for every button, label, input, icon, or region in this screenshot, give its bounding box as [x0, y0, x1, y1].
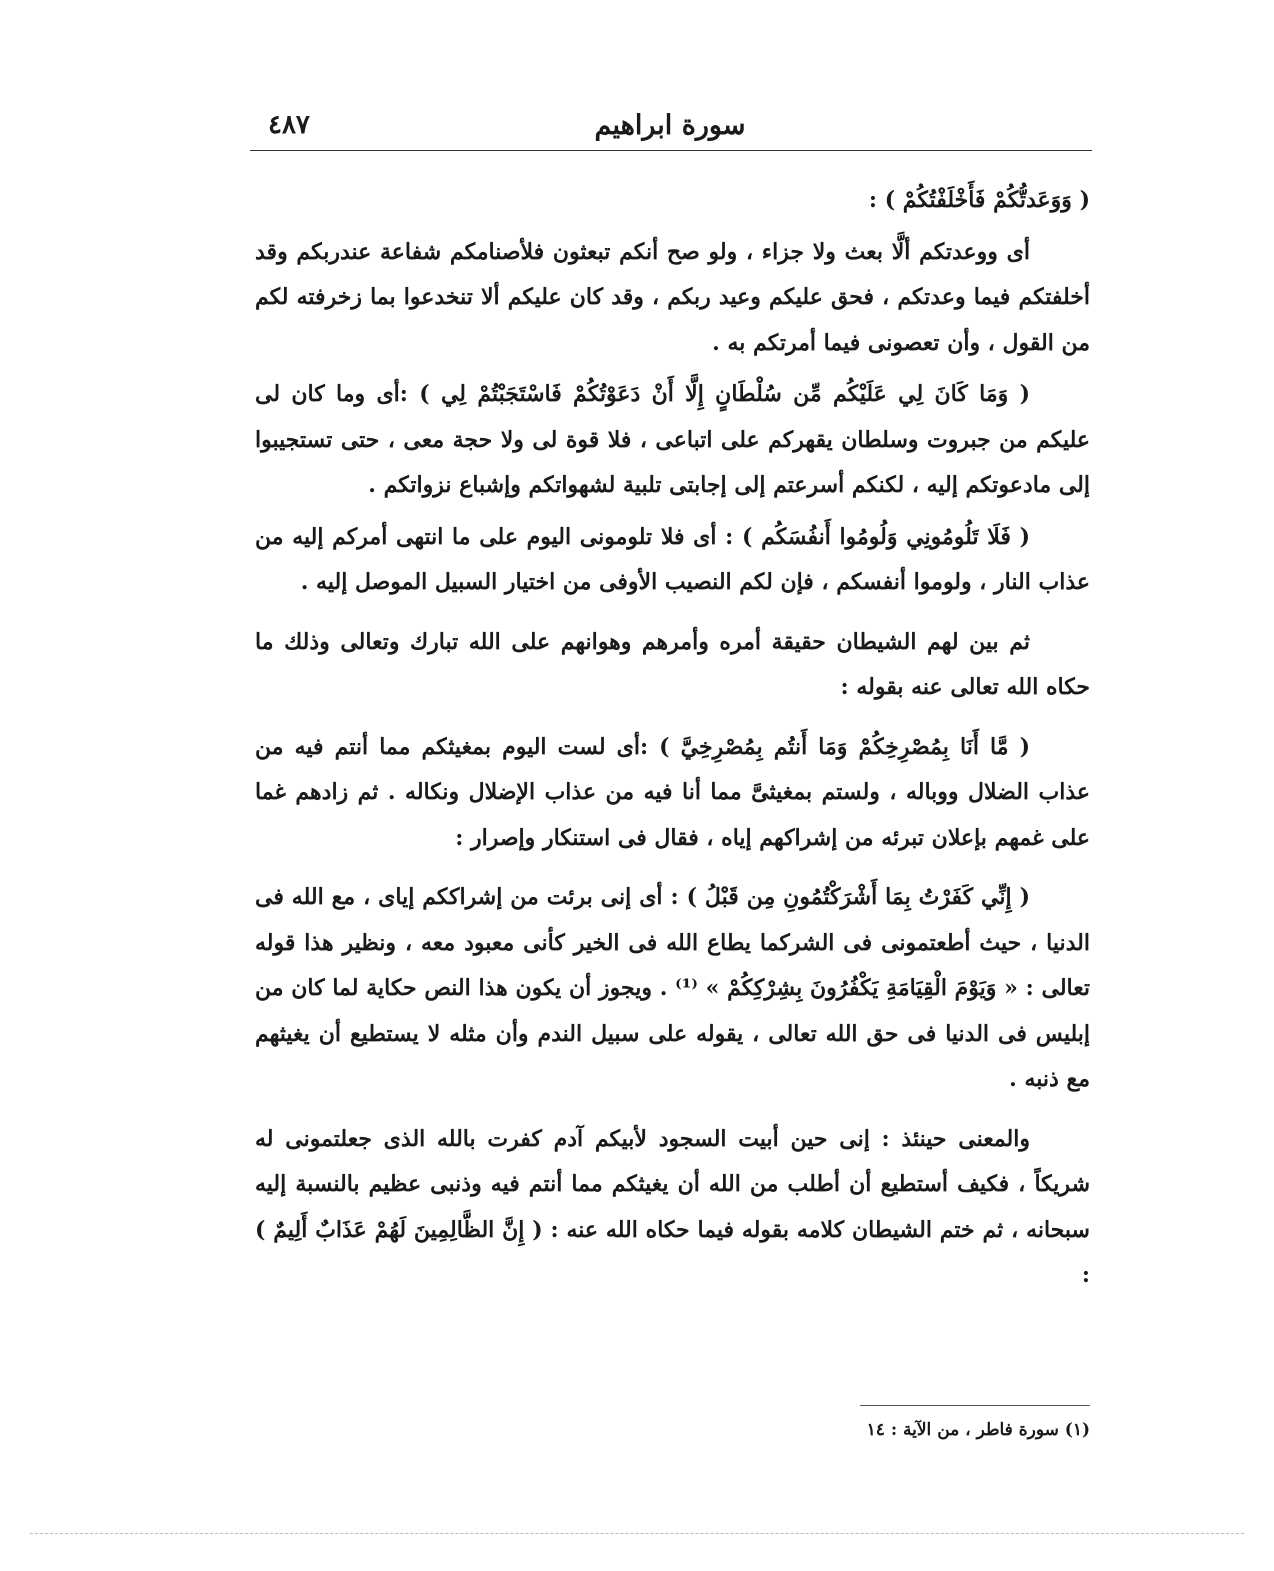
- paragraph: والمعنى حينئذ : إنى حين أبيت السجود لأبيكم آدم كفرت بالله الذى جعلتمونى له شريكاً ، فكيف أستطيع أن أطلب من الله أن يغيثكم مما أنتم فيه وذنبى عظيم بالنسبة إليه سبحانه ، ثم ختم الشيطان كلامه بقوله فيما حكاه الله عنه : ( إِنَّ الظَّالِمِينَ لَهُمْ عَذَابٌ أَلِيمٌ ) :: [255, 1125, 1090, 1288]
- page-number: ٤٨٧: [268, 110, 310, 140]
- footnote: (١) سورة فاطر ، من الآية : ١٤: [866, 1420, 1090, 1440]
- footnote-divider: [860, 1405, 1090, 1406]
- page-body: [255, 178, 1090, 1299]
- running-title: سورة ابراهيم: [594, 110, 746, 141]
- paragraph: ( إِنِّي كَفَرْتُ بِمَا أَشْرَكْتُمُونِ مِن قَبْلُ ) : أى إنى برئت من إشراككم إياى ، مع الله فى الدنيا ، حيث أطعتمونى فى الشركما يطاع الله فى الخير كأنى معبود معه ، ونظير هذا قوله تعالى : « وَيَوْمَ الْقِيَامَةِ يَكْفُرُونَ بِشِرْكِكُمْ » ⁽¹⁾ . ويجوز أن يكون هذا النص حكاية لما كان من إبليس فى الدنيا فى حق الله تعالى ، يقوله على سبيل الندم وأن مثله لا يستطيع أن يغيثهم مع ذنبه .: [255, 884, 1090, 1092]
- paragraph: ( مَّا أَنَا بِمُصْرِخِكُمْ وَمَا أَنتُم بِمُصْرِخِيَّ ) :أى لست اليوم بمغيثكم مما أنتم فيه من عذاب الضلال ووباله ، ولستم بمغيثىَّ مما أنا فيه من عذاب الإضلال ونكاله . ثم زادهم غما على غمهم بإعلان تبرئه من إشراكهم إياه ، فقال فى استنكار وإصرار :: [255, 733, 1090, 851]
- page-header: [250, 110, 1090, 146]
- page-bottom-edge: [30, 1533, 1244, 1534]
- verse-heading: ( وَوَعَدتُّكُمْ فَأَخْلَفْتُكُمْ ) :: [868, 187, 1090, 213]
- paragraph: ( وَمَا كَانَ لِي عَلَيْكُم مِّن سُلْطَانٍ إِلَّا أَنْ دَعَوْتُكُمْ فَاسْتَجَبْتُمْ لِي ) :أى وما كان لى عليكم من جبروت وسلطان يقهركم على اتباعى ، فلا قوة لى ولا حجة معى ، حتى تستجيبوا إلى مادعوتكم إليه ، لكنكم أسرعتم إلى إجابتى تلبية لشهواتكم وإشباع نزواتكم .: [255, 381, 1090, 498]
- paragraph: ثم بين لهم الشيطان حقيقة أمره وأمرهم وهوانهم على الله تبارك وتعالى وذلك ما حكاه الله تعالى عنه بقوله :: [255, 628, 1090, 700]
- header-divider: [250, 150, 1092, 151]
- paragraph: أى ووعدتكم ألَّا بعث ولا جزاء ، ولو صح أنكم تبعثون فلأصنامكم شفاعة عندربكم وقد أخلفتكم فيما وعدتكم ، فحق عليكم وعيد ربكم ، وقد كان عليكم ألا تنخدعوا بما زخرفته لكم من القول ، وأن تعصونى فيما أمرتكم به .: [255, 238, 1090, 356]
- paragraph: ( فَلَا تَلُومُونِي وَلُومُوا أَنفُسَكُم ) : أى فلا تلومونى اليوم على ما انتهى أمركم إليه من عذاب النار ، ولوموا أنفسكم ، فإن لكم النصيب الأوفى من اختيار السبيل الموصل إليه .: [255, 523, 1090, 595]
